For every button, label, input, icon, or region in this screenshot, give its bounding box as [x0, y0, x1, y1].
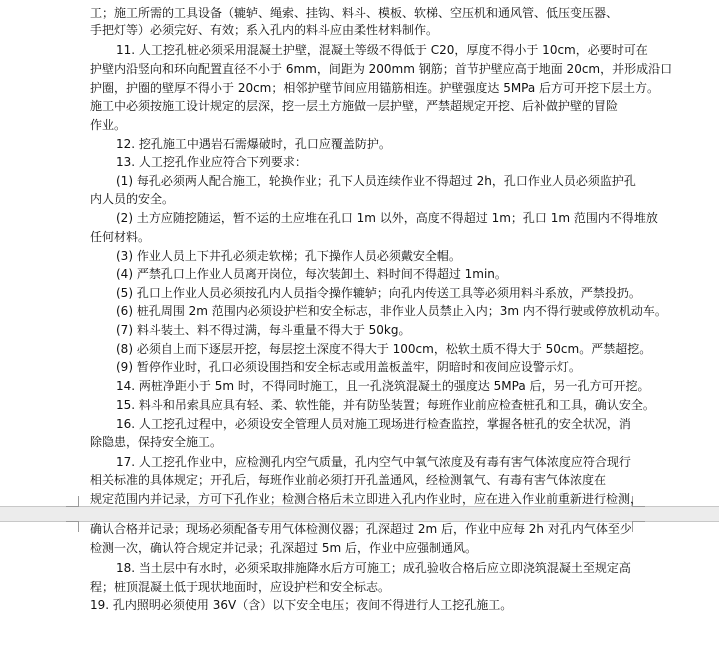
- crop-mark-bottom-right: [632, 521, 645, 532]
- text-line: 护壁内沿竖向和环向配置直径不小于 6mm，间距为 200mm 钢筋；首节护壁应高于地面 20cm，并形成沿口: [90, 62, 673, 76]
- text-line: 18. 当土层中有水时，必须采取排施降水后方可施工；成孔验收合格后应立即浇筑混凝土至规定高: [116, 561, 631, 575]
- text-line: 15. 料斗和吊索具应具有轻、柔、软性能，并有防坠装置；每班作业前应检查桩孔和工具，确认安全。: [116, 398, 655, 412]
- text-line: 13. 人工挖孔作业应符合下列要求：: [116, 155, 307, 169]
- text-line: 12. 挖孔施工中遇岩石需爆破时，孔口应覆盖防护。: [116, 137, 391, 151]
- text-line: 工；施工所需的工具设备（辘轳、绳索、挂钩、料斗、模板、软梯、空压机和通风管、低压变压器、: [90, 6, 619, 20]
- text-line: 16. 人工挖孔过程中，必须设安全管理人员对施工现场进行检查监控，掌握各桩孔的安全状况，消: [116, 417, 631, 431]
- text-line: (8) 必须自上而下逐层开挖，每层挖土深度不得大于 100cm，松软土质不得大于 50cm。严禁超挖。: [116, 342, 652, 356]
- text-line: 护圈，护圈的壁厚不得小于 20cm；相邻护壁节间应用锚筋相连。护壁强度达 5MPa 后方可开挖下层土方。: [90, 81, 660, 95]
- text-line: (9) 暂停作业时，孔口必须设围挡和安全标志或用盖板盖牢，阴暗时和夜间应设警示灯。: [116, 360, 581, 374]
- text-line: 施工中必须按施工设计规定的层深，挖一层土方施做一层护壁，严禁超规定开挖、后补做护壁的冒险: [90, 99, 619, 113]
- text-line: 14. 两桩净距小于 5m 时，不得同时施工，且一孔浇筑混凝土的强度达 5MPa 后，另一孔方可开挖。: [116, 379, 650, 393]
- text-line: (1) 每孔必须两人配合施工，轮换作业；孔下人员连续作业不得超过 2h，孔口作业人员必须监护孔: [116, 174, 636, 188]
- text-line: 内人员的安全。: [90, 192, 175, 206]
- text-line: 11. 人工挖孔桩必须采用混凝土护壁，混凝土等级不得低于 C20，厚度不得小于 10cm，必要时可在: [116, 43, 648, 57]
- text-line: 相关标准的具体规定；开孔后，每班作业前必须打开孔盖通风，经检测氧气、有毒有害气体浓度在: [90, 473, 607, 487]
- text-line: 任何材料。: [90, 230, 151, 244]
- text-line: 检测一次，确认符合规定并记录；孔深超过 5m 后，作业中应强制通风。: [90, 541, 477, 555]
- text-line: (7) 料斗装土、料不得过满，每斗重量不得大于 50kg。: [116, 323, 411, 337]
- text-line: (5) 孔口上作业人员必须按孔内人员指令操作辘轳；向孔内传送工具等必须用料斗系放，严禁投扔。: [116, 286, 641, 300]
- text-line: 手把灯等）必须完好、有效；系入孔内的料斗应由柔性材料制作。: [90, 23, 439, 37]
- text-line: (3) 作业人员上下井孔必须走软梯；孔下操作人员必须戴安全帽。: [116, 249, 461, 263]
- text-line: 19. 孔内照明必须使用 36V（含）以下安全电压；夜间不得进行人工挖孔施工。: [90, 598, 513, 612]
- text-line: 规定范围内并记录，方可下孔作业；检测合格后未立即进入孔内作业时，应在进入作业前重新进行检测，: [90, 492, 643, 506]
- text-line: 确认合格并记录；现场必须配备专用气体检测仪器；孔深超过 2m 后，作业中应每 2h 对孔内气体至少: [90, 522, 632, 536]
- text-line: 作业。: [90, 118, 127, 132]
- page-break: [0, 506, 719, 522]
- text-line: (2) 土方应随挖随运，暂不运的土应堆在孔口 1m 以外，高度不得超过 1m；孔口 1m 范围内不得堆放: [116, 211, 658, 225]
- text-line: 程；桩顶混凝土低于现状地面时，应设护栏和安全标志。: [90, 580, 391, 594]
- text-line: 17. 人工挖孔作业中，应检测孔内空气质量，孔内空气中氧气浓度及有毒有害气体浓度应符合现行: [116, 455, 631, 469]
- text-line: (6) 桩孔周围 2m 范围内必须设护栏和安全标志，非作业人员禁止入内；3m 内不得行驶或停放机动车。: [116, 304, 667, 318]
- crop-mark-top-left: [66, 496, 79, 507]
- crop-mark-bottom-left: [66, 521, 79, 532]
- text-line: (4) 严禁孔口上作业人员离开岗位，每次装卸土、料时间不得超过 1min。: [116, 267, 507, 281]
- text-line: 除隐患，保持安全施工。: [90, 435, 223, 449]
